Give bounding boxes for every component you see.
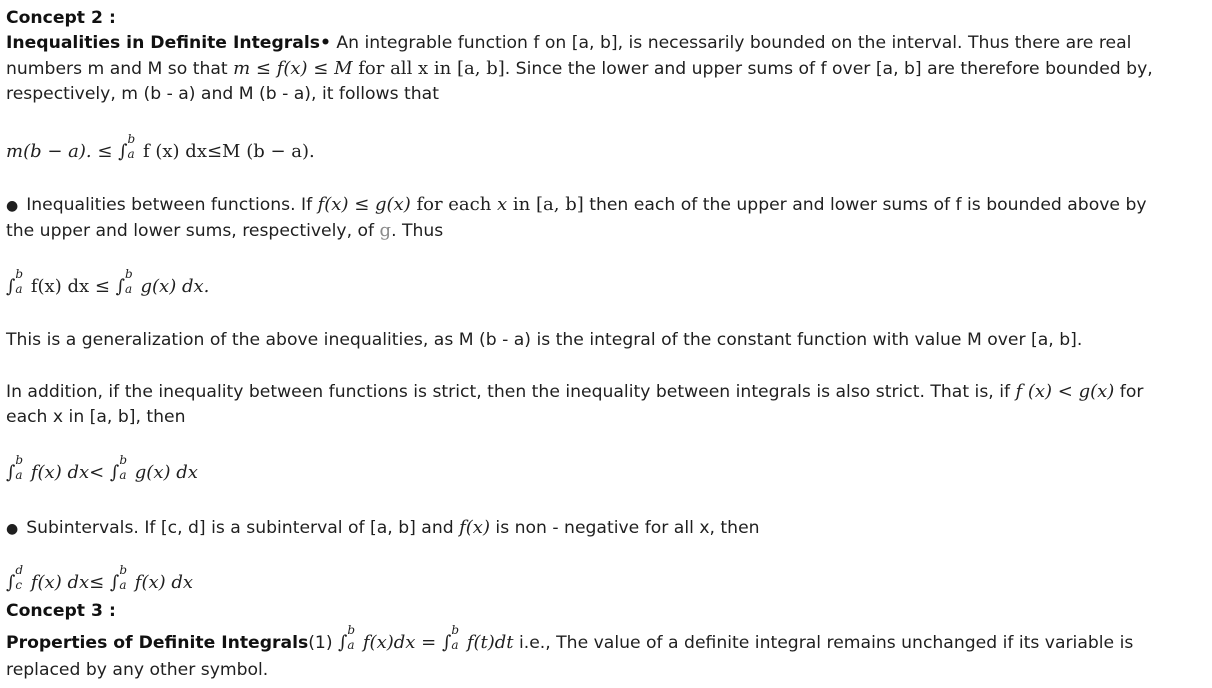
eq2-right: g(x) dx. [140, 276, 210, 297]
integral-limits [15, 563, 25, 592]
para2-math: f (x) < g(x) [1015, 381, 1115, 402]
concept3-line1 [6, 623, 1134, 653]
upper-limit: b [15, 453, 24, 467]
line2-end: . Since the lower and upper sums of f over [a, b] are therefore bounded by, [504, 59, 1153, 79]
bullet1-text: Inequalities between functions. If [26, 195, 318, 215]
lower-limit: a [127, 147, 135, 161]
bound-inequality: m ≤ f(x) ≤ M [233, 58, 353, 79]
equation-3 [6, 453, 198, 483]
concept3-eq-right: f(t)dt [466, 632, 514, 653]
upper-limit: b [125, 267, 133, 281]
bullet1-foreach: for each [410, 194, 498, 215]
equation-4 [6, 563, 194, 593]
upper-limit: b [347, 623, 356, 637]
para2-end: for [1114, 382, 1144, 402]
integral-sign: ∫ [6, 276, 16, 297]
bullet1-in: in [507, 194, 536, 215]
bullet1-end: then each of the upper and lower sums of f is bounded above by [583, 195, 1147, 215]
integral-limits [347, 623, 357, 652]
eq1-integrand: f (x) dx≤M (b − a). [143, 141, 315, 162]
eq1-left: m(b − a). ≤ [6, 141, 119, 162]
upper-limit: b [451, 623, 460, 637]
intro-text: An integrable function f on [a, b], is necessarily bounded on the interval. Thus there are real [330, 33, 1132, 53]
integral-limits [15, 453, 25, 482]
lower-limit: c [15, 578, 23, 592]
concept2-heading: Inequalities in Definite Integrals• [6, 33, 331, 53]
eq4-right: f(x) dx [134, 572, 194, 593]
lower-limit: a [15, 282, 23, 296]
bullet2-end: is non - negative for all x, then [489, 518, 760, 538]
equation-1 [6, 132, 315, 162]
concept2-line3: respectively, m (b - a) and M (b - a), it follows that [6, 84, 439, 104]
concept3-text: i.e., The value of a definite integral remains unchanged if its variable is [513, 633, 1134, 653]
bullet1-x: x [497, 194, 508, 215]
lower-limit: a [119, 578, 127, 592]
lower-limit: a [119, 468, 127, 482]
concept2-intro-line [6, 33, 1131, 53]
integral-sign: ∫ [338, 632, 348, 653]
concept3-line2: replaced by any other symbol. [6, 660, 269, 680]
bullet1-line2-end: . Thus [391, 221, 444, 241]
integral-limits [15, 267, 25, 296]
concept3-num: (1) [308, 633, 339, 653]
lower-limit: a [347, 638, 355, 652]
lower-limit: a [451, 638, 459, 652]
bullet1-math: f(x) ≤ g(x) [317, 194, 411, 215]
para2-start: In addition, if the inequality between functions is strict, then the inequality between integrals is also strict. That is, if [6, 382, 1016, 402]
eq2-left: f(x) dx ≤ [30, 276, 116, 297]
line2-start: numbers m and M so that [6, 59, 234, 79]
integral-sign: ∫ [6, 572, 16, 593]
strict-paragraph-line1 [6, 381, 1143, 402]
integral-sign: ∫ [109, 572, 120, 593]
bullet1-line2-start: the upper and lower sums, respectively, of [6, 221, 380, 241]
integral-sign: ∫ [115, 276, 126, 297]
interval-ab: [a, b] [457, 58, 505, 79]
bullet1-interval: [a, b] [536, 194, 584, 215]
integral-limits [451, 623, 461, 652]
bullet-subintervals [6, 517, 760, 538]
lower-limit: a [15, 468, 23, 482]
upper-limit: b [119, 453, 127, 467]
integral-sign: ∫ [109, 462, 120, 483]
upper-limit: b [119, 563, 127, 577]
concept3-heading: Properties of Definite Integrals [6, 633, 309, 653]
integral-limits [119, 563, 129, 592]
forall-text: for all x in [352, 58, 457, 79]
bullet2-math: f(x) [459, 517, 490, 538]
eq3-right: g(x) dx [134, 462, 198, 483]
bullet1-g: g [379, 220, 392, 241]
concept2-title: Concept 2 : [6, 8, 116, 28]
equation-2 [6, 267, 210, 297]
integral-sign: ∫ [441, 632, 452, 653]
integral-limits [119, 453, 129, 482]
strict-paragraph-line2: each x in [a, b], then [6, 407, 186, 427]
upper-limit: b [15, 267, 24, 281]
bullet1-line2 [6, 220, 443, 241]
upper-limit: b [127, 132, 136, 146]
eq4-left: f(x) dx≤ [30, 572, 110, 593]
integral-sign: ∫ [6, 462, 16, 483]
concept3-eq-left: f(x)dx = [362, 632, 442, 653]
eq3-left: f(x) dx< [30, 462, 110, 483]
lower-limit: a [125, 282, 133, 296]
integral-limits [125, 267, 135, 296]
bullet-icon: ● [6, 521, 19, 537]
bullet-icon: ● [6, 198, 19, 214]
concept3-title: Concept 3 : [6, 601, 116, 621]
integral-limits [127, 132, 138, 161]
generalization-paragraph: This is a generalization of the above inequalities, as M (b - a) is the integral of the constant function with value M over [a, b]. [6, 330, 1083, 350]
bullet-inequalities [6, 194, 1147, 215]
concept2-line2 [6, 58, 1153, 79]
integral-sign: ∫ [118, 141, 128, 162]
upper-limit: d [15, 563, 24, 577]
bullet2-text: Subintervals. If [c, d] is a subinterval of [a, b] and [26, 518, 460, 538]
